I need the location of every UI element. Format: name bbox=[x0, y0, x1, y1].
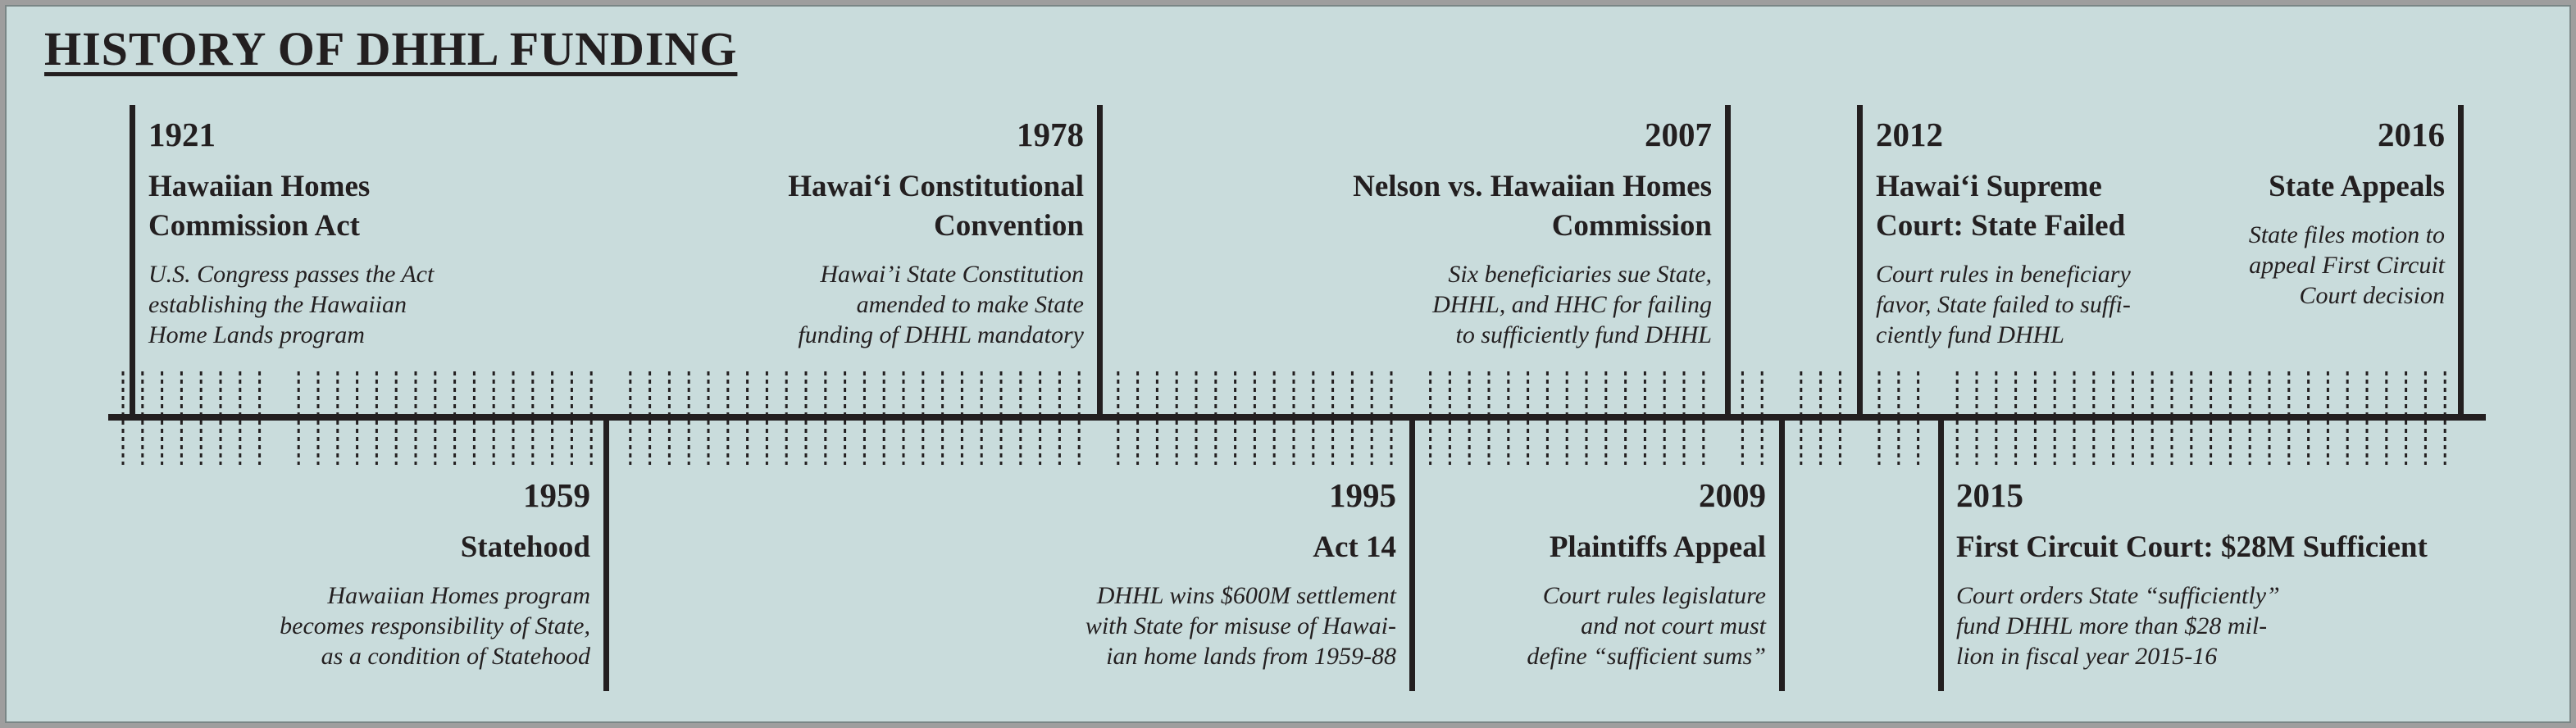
event-year: 2015 bbox=[1956, 476, 2023, 514]
event-description: Court rules legislature and not court must define “sufficient sums” bbox=[1527, 582, 1766, 670]
event-description: U.S. Congress passes the Act establishing the Hawaiian Home Lands program bbox=[148, 261, 435, 348]
event-year: 1921 bbox=[148, 116, 216, 153]
timeline-axis bbox=[108, 414, 2486, 421]
event-description: Court orders State “sufficiently” fund DHHL more than $28 mil- lion in fiscal year 2015-16 bbox=[1956, 582, 2280, 670]
event-2007 bbox=[1220, 115, 1712, 350]
event-2009 bbox=[1438, 475, 1766, 671]
event-description: Hawaiian Homes program becomes responsibility of State, as a condition of Statehood bbox=[280, 582, 590, 670]
event-heading: Act 14 bbox=[1313, 530, 1396, 564]
marker-2015 bbox=[1938, 417, 1944, 691]
marker-1995 bbox=[1409, 417, 1415, 691]
event-description: State files motion to appeal First Circuit Court decision bbox=[2248, 221, 2445, 309]
event-heading: Plaintiffs Appeal bbox=[1549, 530, 1766, 564]
event-year: 1995 bbox=[1329, 476, 1396, 514]
event-heading: Hawaiian Homes Commission Act bbox=[148, 170, 371, 243]
event-2012 bbox=[1876, 115, 2155, 350]
event-heading: Hawai‘i Supreme Court: State Failed bbox=[1876, 170, 2126, 243]
event-year: 2012 bbox=[1876, 116, 1943, 153]
marker-1921 bbox=[130, 105, 135, 417]
event-description: DHHL wins $600M settlement with State for misuse of Hawai- ian home lands from 1959-88 bbox=[1085, 582, 1396, 670]
event-description: Court rules in beneficiary favor, State failed to suffi- ciently fund DHHL bbox=[1876, 261, 2131, 348]
event-1921 bbox=[148, 115, 640, 350]
marker-1959 bbox=[603, 417, 609, 691]
event-2016 bbox=[2158, 115, 2445, 311]
event-heading: Statehood bbox=[460, 530, 590, 564]
marker-2009 bbox=[1779, 417, 1785, 691]
event-2015 bbox=[1956, 475, 2497, 671]
page-title: HISTORY OF DHHL FUNDING bbox=[44, 22, 738, 75]
marker-1978 bbox=[1097, 105, 1103, 417]
event-1978 bbox=[592, 115, 1084, 350]
event-description: Six beneficiaries sue State, DHHL, and HHC for failing to sufficiently fund DHHL bbox=[1432, 261, 1712, 348]
marker-2012 bbox=[1857, 105, 1863, 417]
event-year: 2007 bbox=[1645, 116, 1712, 153]
event-year: 2016 bbox=[2378, 116, 2445, 153]
event-1959 bbox=[98, 475, 590, 671]
event-year: 2009 bbox=[1699, 476, 1766, 514]
marker-2007 bbox=[1725, 105, 1731, 417]
event-heading: First Circuit Court: $28M Sufficient bbox=[1956, 530, 2428, 564]
event-year: 1978 bbox=[1017, 116, 1084, 153]
event-heading: State Appeals bbox=[2269, 170, 2445, 203]
event-heading: Hawai‘i Constitutional Convention bbox=[788, 170, 1084, 243]
event-year: 1959 bbox=[523, 476, 590, 514]
marker-2016 bbox=[2458, 105, 2464, 417]
event-description: Hawai’i State Constitution amended to make State funding of DHHL mandatory bbox=[798, 261, 1084, 348]
event-heading: Nelson vs. Hawaiian Homes Commission bbox=[1353, 170, 1712, 243]
event-1995 bbox=[904, 475, 1396, 671]
